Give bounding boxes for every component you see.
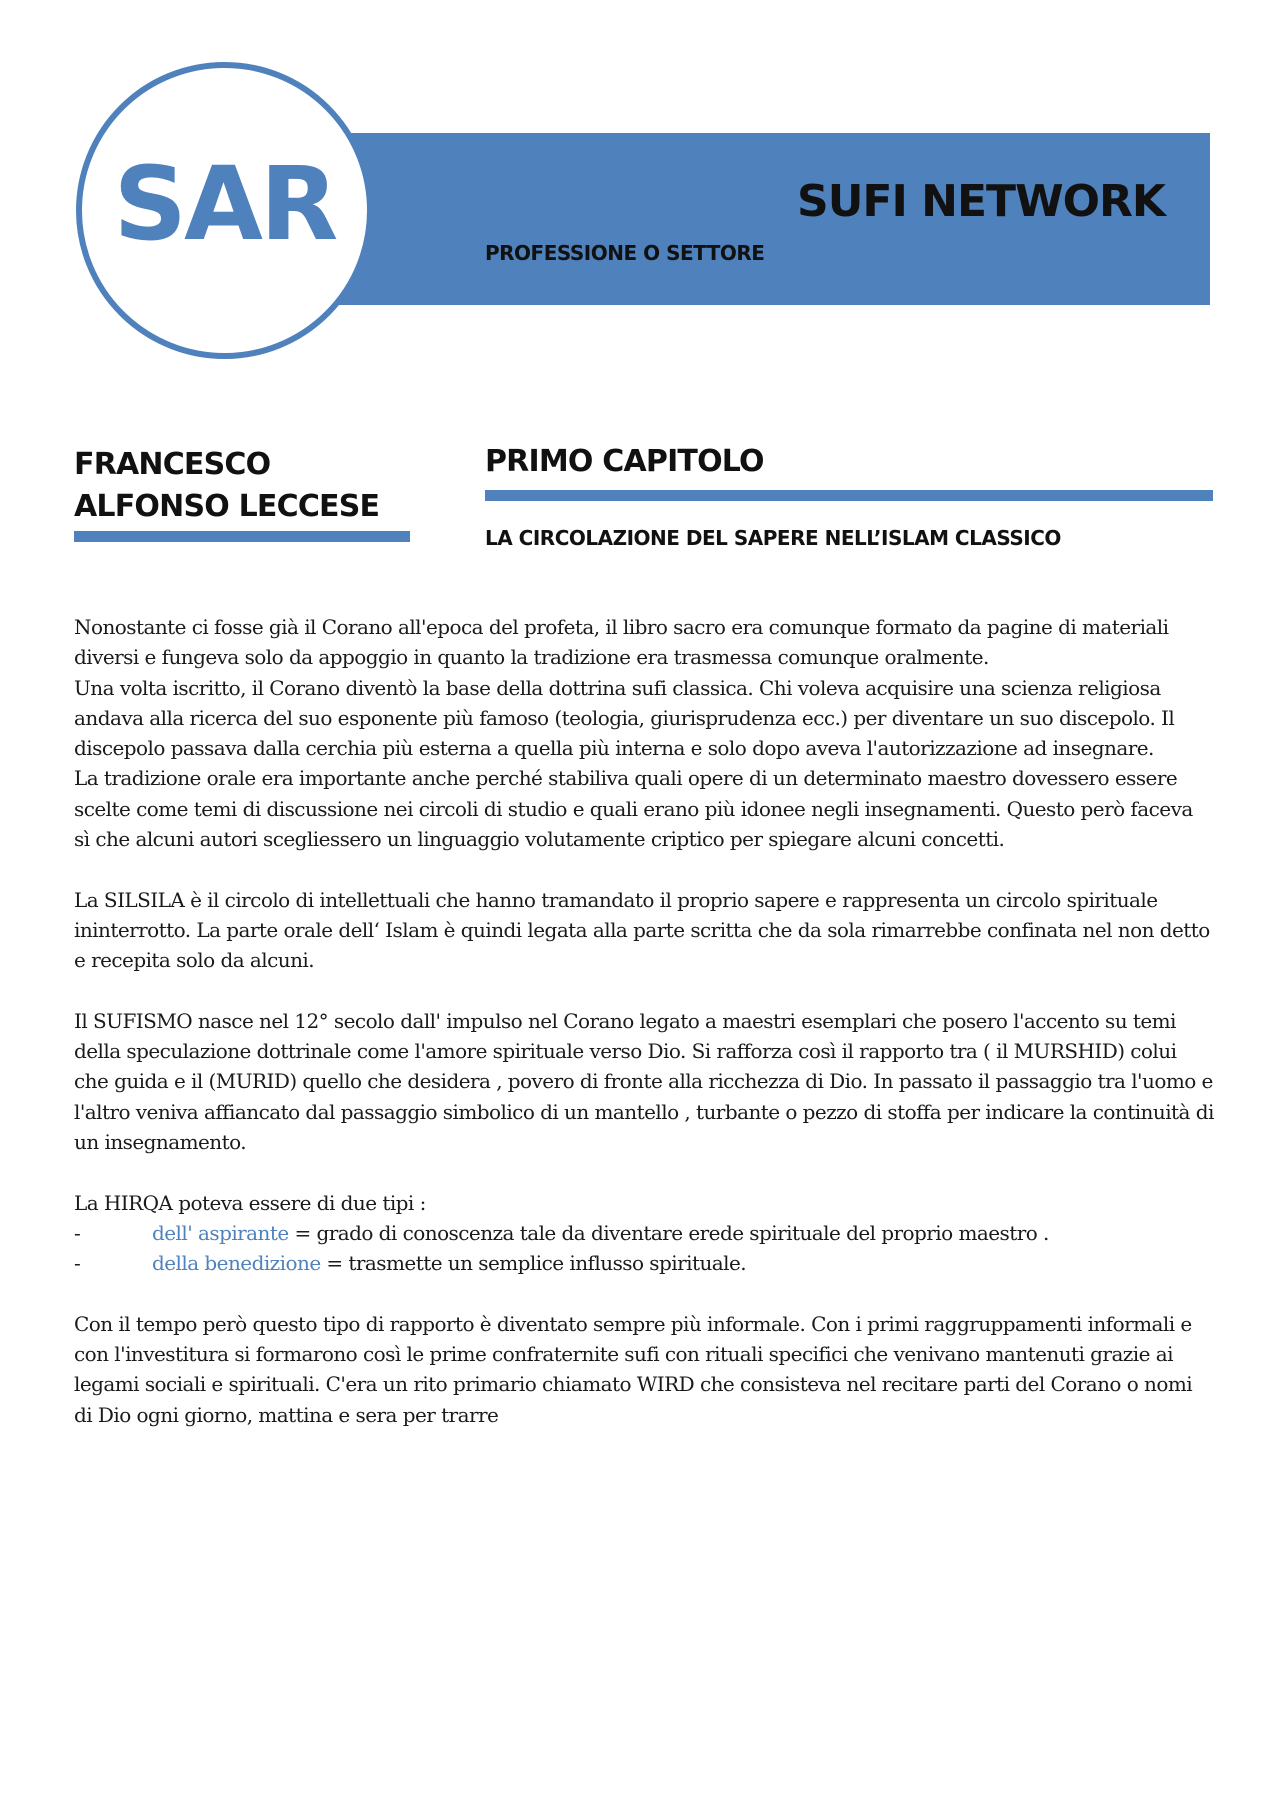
company-name: SUFI NETWORK — [797, 176, 1165, 227]
body-text — [74, 612, 1214, 1430]
chapter-title: PRIMO CAPITOLO — [485, 444, 764, 479]
author-line-1: FRANCESCO — [74, 447, 271, 482]
paragraph-gap — [74, 976, 1214, 1006]
bullet-term: dell' aspirante — [152, 1220, 289, 1245]
author-line-2: ALFONSO LECCESE — [74, 489, 380, 524]
chapter-divider — [485, 490, 1213, 501]
bullet-dash: - — [74, 1220, 81, 1245]
bullet-term: della benedizione — [152, 1251, 321, 1276]
list-item — [74, 1248, 1214, 1278]
author-name — [74, 444, 414, 528]
chapter-subtitle: LA CIRCOLAZIONE DEL SAPERE NELL’ISLAM CLASSICO — [485, 526, 1061, 550]
profession-label: PROFESSIONE O SETTORE — [485, 241, 765, 265]
paragraph-3: La tradizione orale era importante anche perché stabiliva quali opere di un determinato maestro dovessero essere scelte come temi di discussione nei circoli di studio e quali erano più idonee negli insegnamenti. Questo però faceva sì che alcuni autori scegliessero un linguaggio volutamente criptico per spiegare alcuni concetti. — [74, 766, 1193, 852]
paragraph-7: Con il tempo però questo tipo di rapporto è diventato sempre più informale. Con i primi raggruppamenti informali e con l'investitura si formarono così le prime confraternite sufi con rituali specifici che venivano mantenuti grazie ai legami sociali e spirituali. C'era un rito primario chiamato WIRD che consisteva nel recitare parti del Corano o nomi di Dio ogni giorno, mattina e sera per trarre — [74, 1311, 1193, 1427]
bullet-dash: - — [74, 1251, 81, 1276]
paragraph-4: La SILSILA è il circolo di intellettuali che hanno tramandato il proprio sapere e rappresenta un circolo spirituale ininterrotto. La parte orale dell‘ Islam è quindi legata alla parte scritta che da sola rimarrebbe confinata nel non detto e recepita solo da alcuni. — [74, 887, 1210, 973]
paragraph-5: Il SUFISMO nasce nel 12° secolo dall' impulso nel Corano legato a maestri esemplari che posero l'accento su temi della speculazione dottrinale come l'amore spirituale verso Dio. Si rafforza così il rapporto tra ( il MURSHID) colui che guida e il (MURID) quello che desidera , povero di fronte alla ricchezza di Dio. In passato il passaggio tra l'uomo e l'altro veniva affiancato dal passaggio simbolico di un mantello , turbante o pezzo di stoffa per indicare la continuità di un insegnamento. — [74, 1008, 1214, 1155]
author-divider — [74, 531, 410, 542]
paragraph-1: Nonostante ci fosse già il Corano all'epoca del profeta, il libro sacro era comunque formato da pagine di materiali diversi e fungeva solo da appoggio in quanto la tradizione era trasmessa comunque oralmente. — [74, 615, 1169, 670]
bullet-text: = grado di conoscenza tale da diventare erede spirituale del proprio maestro . — [288, 1220, 1049, 1245]
bullet-text: = trasmette un semplice influsso spirituale. — [320, 1251, 747, 1276]
monogram-circle — [76, 62, 373, 359]
paragraph-gap — [74, 1157, 1214, 1187]
list-item — [74, 1218, 1214, 1248]
paragraph-2: Una volta iscritto, il Corano diventò la base della dottrina sufi classica. Chi voleva acquisire una scienza religiosa andava alla ricerca del suo esponente più famoso (teologia, giurisprudenza ecc.) per diventare un suo discepolo. Il discepolo passava dalla cerchia più esterna a quella più interna e solo dopo aveva l'autorizzazione ad insegnare. — [74, 675, 1175, 761]
monogram: SAR — [113, 145, 336, 264]
paragraph-6: La HIRQA poteva essere di due tipi : — [74, 1190, 426, 1215]
paragraph-gap — [74, 1279, 1214, 1309]
paragraph-gap — [74, 854, 1214, 884]
